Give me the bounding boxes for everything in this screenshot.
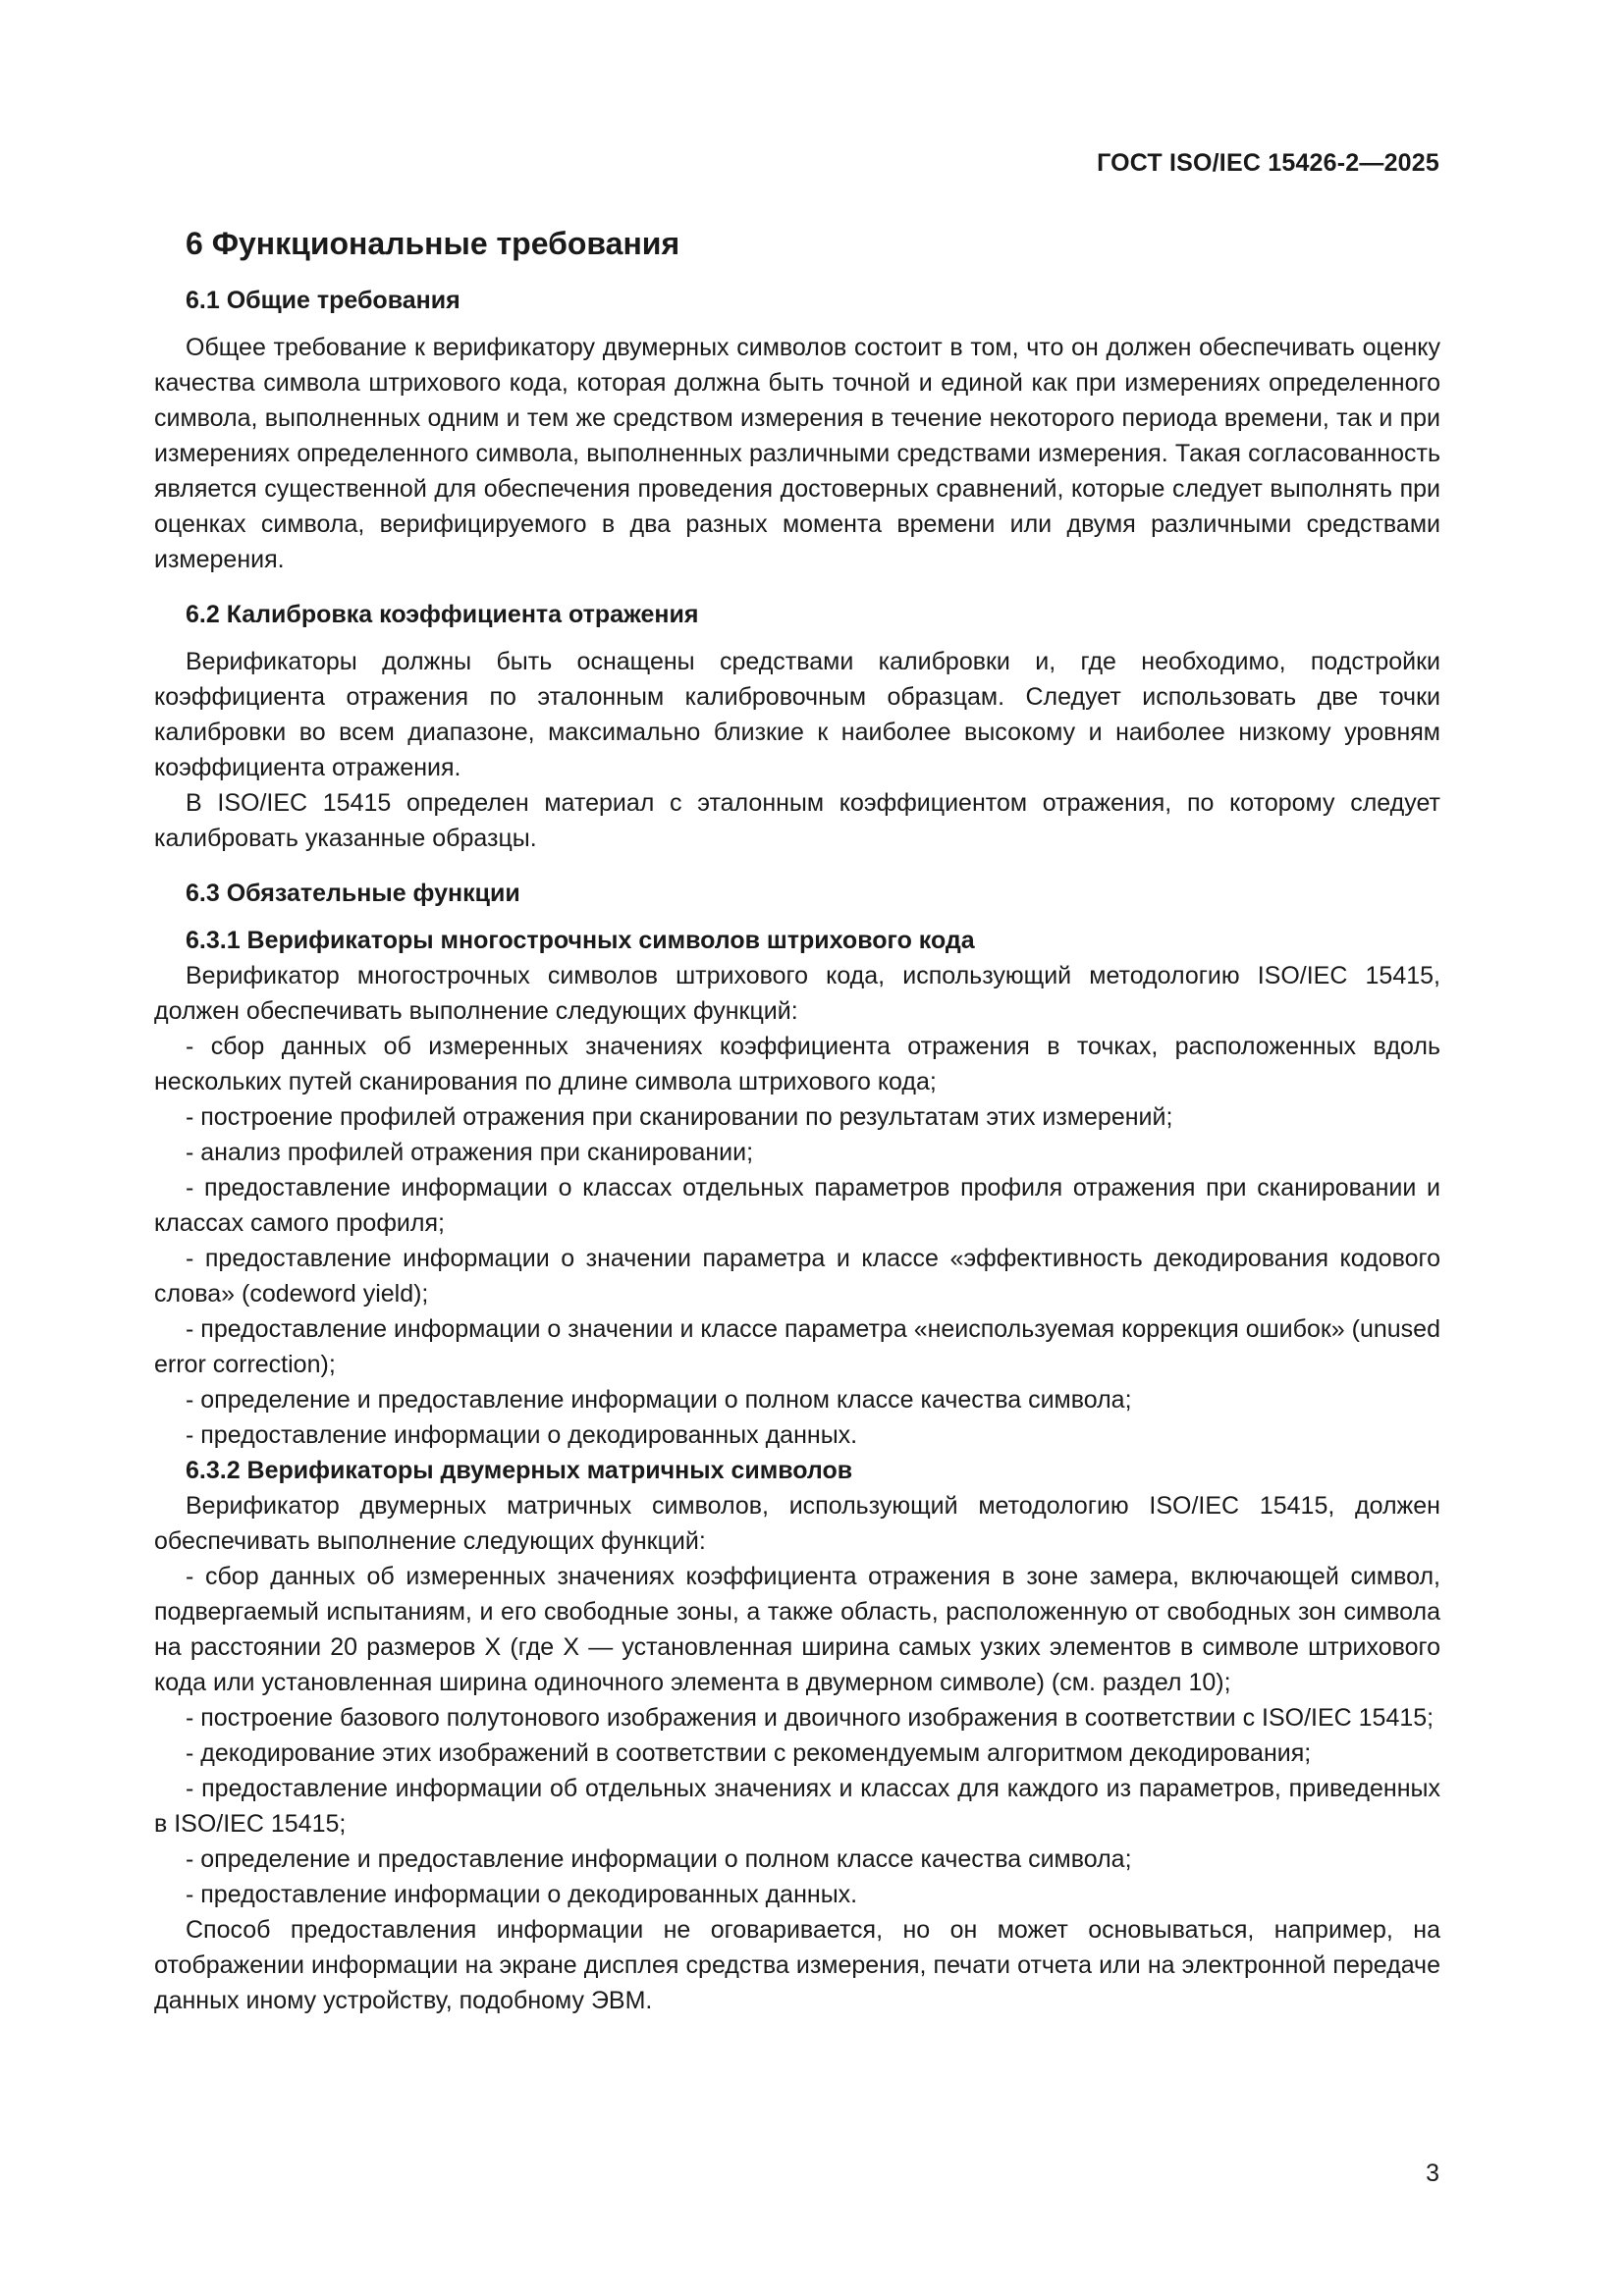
section-6-3-2-intro: Верификатор двумерных матричных символов, использующий методологию ISO/IEC 15415, должен обеспечивать выполнение следующих функций: bbox=[154, 1492, 1440, 1555]
section-6-1-title: 6.1 Общие требования bbox=[186, 287, 460, 314]
list-item: - предоставление информации о значении параметра и классе «эффективность декодирования кодового слова» (codeword yield); bbox=[154, 1245, 1440, 1308]
section-6-3-2-closing: Способ предоставления информации не оговаривается, но он может основываться, например, на отображении информации на экране дисплея средства измерения, печати отчета или на электронной передаче данных иному устройству, подобному ЭВМ. bbox=[154, 1916, 1440, 2014]
section-6-1-paragraph: Общее требование к верификатору двумерных символов состоит в том, что он должен обеспечивать оценку качества символа штрихового кода, которая должна быть точной и единой как при измерениях определенного символа, выполненных одним и тем же средством измерения в течение некоторого периода времени, так и при измерениях определенного символа, выполненных различными средствами измерения. Такая согласованность является существенной для обеспечения проведения достоверных сравнений, которые следует выполнять при оценках символа, верифицируемого в два разных момента времени или двумя различными средствами измерения. bbox=[154, 334, 1440, 573]
spacer bbox=[154, 577, 1440, 597]
section-6-2-paragraph-2: В ISO/IEC 15415 определен материал с эталонным коэффициентом отражения, по которому следует калибровать указанные образцы. bbox=[154, 789, 1440, 852]
list-item: - построение профилей отражения при сканировании по результатам этих измерений; bbox=[186, 1103, 1173, 1131]
section-6-3-title: 6.3 Обязательные функции bbox=[186, 880, 520, 907]
list-item: - предоставление информации о значении и классе параметра «неиспользуемая коррекция ошибок» (unused error correction); bbox=[154, 1315, 1440, 1378]
list-item: - предоставление информации о декодированных данных. bbox=[186, 1881, 858, 1908]
section-6-3-1-title: 6.3.1 Верификаторы многострочных символов штрихового кода bbox=[186, 927, 975, 954]
list-item: - декодирование этих изображений в соответствии с рекомендуемым алгоритмом декодирования; bbox=[186, 1739, 1312, 1767]
section-6-2-title: 6.2 Калибровка коэффициента отражения bbox=[186, 601, 699, 628]
spacer bbox=[154, 856, 1440, 876]
section-6-3-2-title: 6.3.2 Верификаторы двумерных матричных символов bbox=[186, 1457, 853, 1484]
list-item: - предоставление информации о классах отдельных параметров профиля отражения при сканировании и классах самого профиля; bbox=[154, 1174, 1440, 1237]
standard-header: ГОСТ ISO/IEC 15426-2—2025 bbox=[1097, 149, 1439, 177]
page-number: 3 bbox=[1426, 2160, 1439, 2187]
list-item: - предоставление информации о декодированных данных. bbox=[186, 1421, 858, 1449]
list-item: - предоставление информации об отдельных значениях и классах для каждого из параметров, приведенных в ISO/IEC 15415; bbox=[154, 1775, 1440, 1838]
page-content bbox=[154, 222, 1440, 2018]
list-item: - сбор данных об измеренных значениях коэффициента отражения в точках, расположенных вдоль нескольких путей сканирования по длине символа штрихового кода; bbox=[154, 1033, 1440, 1095]
list-item: - определение и предоставление информации о полном классе качества символа; bbox=[186, 1845, 1132, 1873]
section-6-3-1-intro: Верификатор многострочных символов штрихового кода, использующий методологию ISO/IEC 15415, должен обеспечивать выполнение следующих функций: bbox=[154, 962, 1440, 1025]
list-item: - определение и предоставление информации о полном классе качества символа; bbox=[186, 1386, 1132, 1414]
list-item: - сбор данных об измеренных значениях коэффициента отражения в зоне замера, включающей символ, подвергаемый испытаниям, и его свободные зоны, а также область, расположенную от свободных зон символа на расстоянии 20 размеров X (где X — установленная ширина самых узких элементов в символе штрихового кода или установленная ширина одиночного элемента в двумерном символе) (см. раздел 10); bbox=[154, 1563, 1440, 1696]
list-item: - построение базового полутонового изображения и двоичного изображения в соответствии с ISO/IEC 15415; bbox=[186, 1704, 1435, 1732]
section-6-2-paragraph-1: Верификаторы должны быть оснащены средствами калибровки и, где необходимо, подстройки коэффициента отражения по эталонным калибровочным образцам. Следует использовать две точки калибровки во всем диапазоне, максимально близкие к наиболее высокому и наиболее низкому уровням коэффициента отражения. bbox=[154, 648, 1440, 781]
section-6-title: 6 Функциональные требования bbox=[186, 226, 680, 261]
list-item: - анализ профилей отражения при сканировании; bbox=[186, 1139, 754, 1166]
